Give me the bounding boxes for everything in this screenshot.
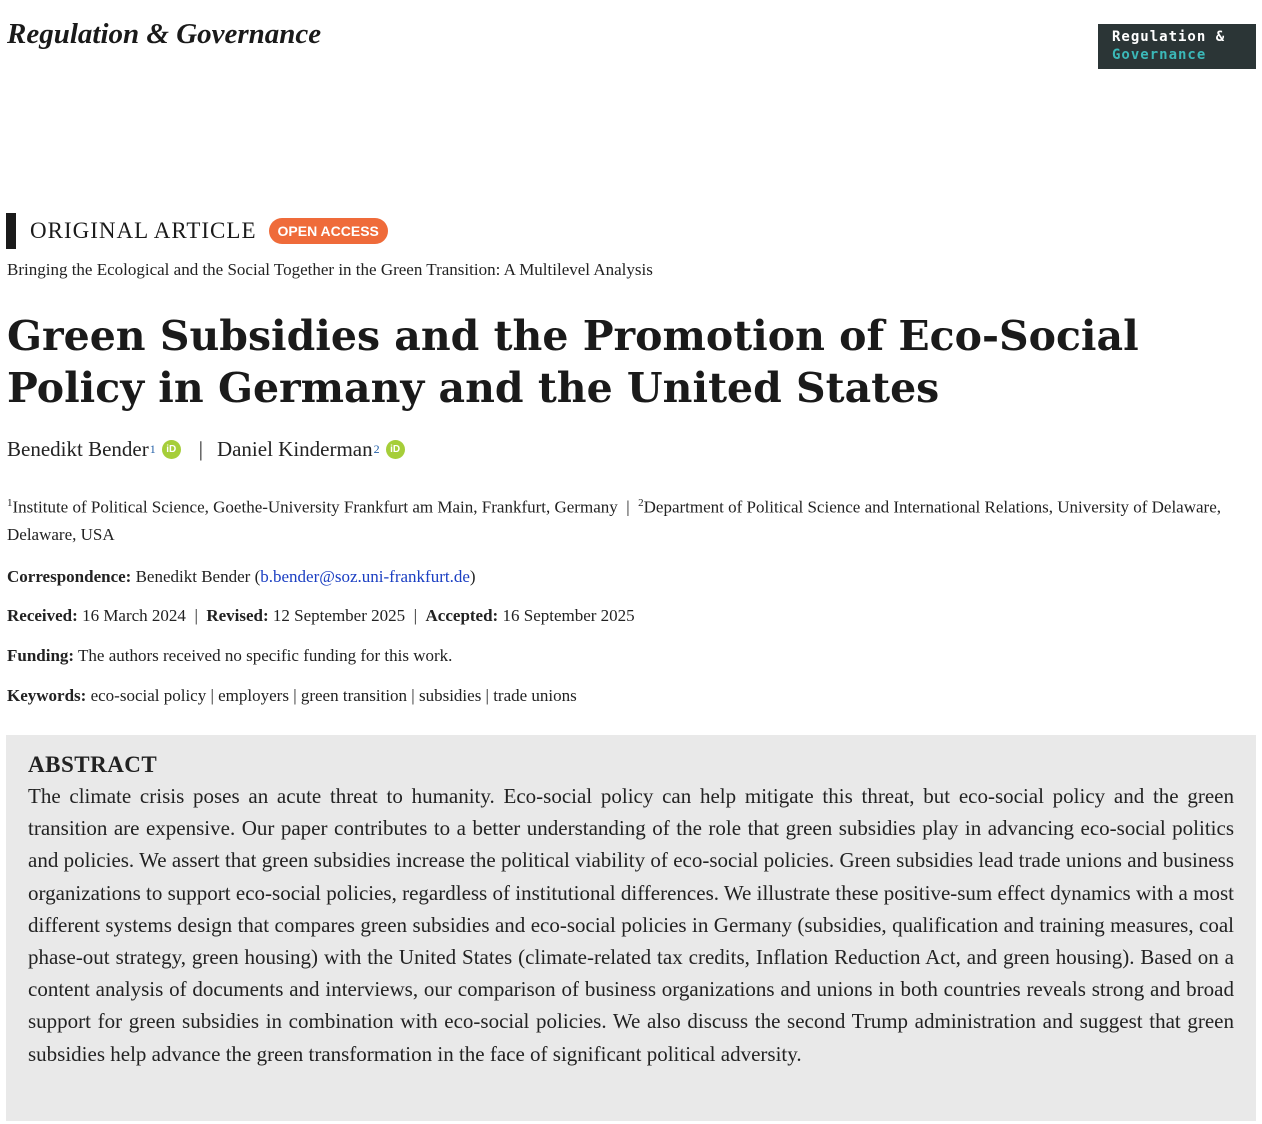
affil-separator: | bbox=[626, 497, 630, 517]
funding-label: Funding: bbox=[7, 646, 75, 665]
accepted-label: Accepted: bbox=[425, 606, 499, 625]
author-affil-sup: 2 bbox=[373, 442, 380, 456]
article-type: ORIGINAL ARTICLE bbox=[30, 218, 257, 243]
accepted-date: 16 September 2025 bbox=[502, 606, 635, 625]
abstract-heading: ABSTRACT bbox=[28, 752, 158, 777]
affil-sup: 1 bbox=[7, 497, 13, 509]
funding-text: The authors received no specific funding for this work. bbox=[78, 646, 453, 665]
received-label: Received: bbox=[7, 606, 78, 625]
affiliation-2: Department of Political Science and International Relations, University of Delaware, Delaware, USA bbox=[7, 497, 1221, 544]
date-separator: | bbox=[194, 606, 198, 625]
keywords bbox=[7, 686, 577, 706]
dates bbox=[7, 606, 635, 626]
author-name[interactable]: Benedikt Bender bbox=[7, 437, 149, 461]
journal-name: Regulation & Governance bbox=[7, 18, 322, 50]
open-access-badge: OPEN ACCESS bbox=[269, 218, 388, 244]
author-list bbox=[7, 437, 405, 462]
abstract-box bbox=[6, 735, 1256, 1121]
article-type-row bbox=[6, 213, 388, 249]
article-title: Green Subsidies and the Promotion of Eco-Social Policy in Germany and the United States bbox=[7, 312, 1139, 412]
keywords-text: eco-social policy | employers | green transition | subsidies | trade unions bbox=[90, 686, 577, 705]
revised-date: 12 September 2025 bbox=[272, 606, 406, 625]
revised-label: Revised: bbox=[206, 606, 269, 625]
correspondence-label: Correspondence: bbox=[7, 567, 132, 586]
article-series: Bringing the Ecological and the Social Together in the Green Transition: A Multilevel Analysis bbox=[7, 260, 653, 279]
type-bar bbox=[6, 213, 16, 249]
abstract-text: The climate crisis poses an acute threat to humanity. Eco-social policy can help mitigate this threat, but eco-social policy and the green transition are expensive. Our paper contributes to a better understanding of the role that green subsidies play in advancing eco-social politics and policies. We assert that green subsidies increase the political viability of eco-social policies. Green subsidies lead trade unions and business organizations to support eco-social policies, regardless of institutional differences. We illustrate these positive-sum effect dynamics with a most different systems design that compares green subsidies and eco-social policies in Germany (subsidies, qualification and training measures, coal phase-out strategy, green housing) with the United States (climate-related tax credits, Inflation Reduction Act, and green housing). Based on a content analysis of documents and interviews, our comparison of business organizations and unions in both countries reveals strong and broad support for green subsidies in combination with eco-social policies. We also discuss the second Trump administration and suggest that green subsidies help advance the green transformation in the face of significant political adversity. bbox=[28, 784, 1234, 1066]
logo-line2: Governance bbox=[1112, 47, 1207, 63]
logo-line1: Regulation & bbox=[1112, 29, 1226, 45]
affiliation-1: Institute of Political Science, Goethe-University Frankfurt am Main, Frankfurt, Germany bbox=[12, 497, 618, 517]
keywords-label: Keywords: bbox=[7, 686, 87, 705]
funding bbox=[7, 646, 452, 666]
orcid-icon[interactable]: iD bbox=[386, 440, 405, 459]
correspondence-name: Benedikt Bender bbox=[135, 567, 251, 586]
author-separator: | bbox=[198, 437, 203, 461]
correspondence-email-link[interactable]: b.bender@soz.uni-frankfurt.de bbox=[260, 567, 470, 586]
received-date: 16 March 2024 bbox=[82, 606, 186, 625]
affiliations bbox=[7, 490, 1255, 548]
journal-logo[interactable] bbox=[1098, 24, 1256, 69]
orcid-icon[interactable]: iD bbox=[162, 440, 181, 459]
author-name[interactable]: Daniel Kinderman bbox=[216, 437, 373, 461]
correspondence: Correspondence: Benedikt Bender (b.bender@soz.uni-frankfurt.de) bbox=[7, 567, 476, 586]
author-affil-sup: 1 bbox=[149, 442, 156, 456]
date-separator: | bbox=[413, 606, 418, 625]
affil-sup: 2 bbox=[638, 497, 644, 509]
